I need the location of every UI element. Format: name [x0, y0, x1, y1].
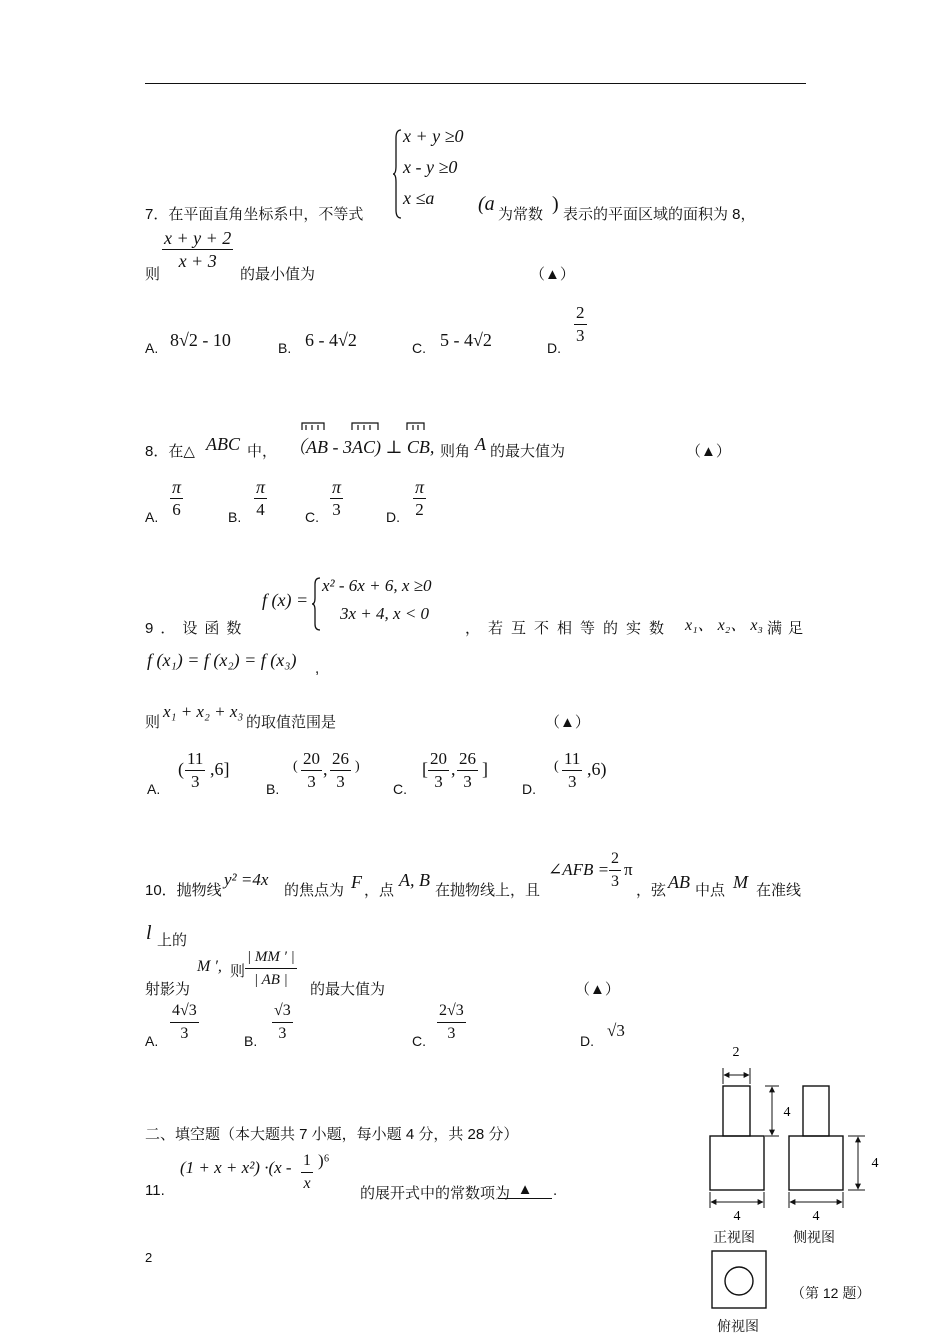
q10-t9: 则 — [230, 963, 246, 980]
q10-frac-num: | MM ′ | — [245, 946, 297, 969]
q8-opt-b — [254, 476, 267, 521]
q9-opt-d: ( $\frac{11}{3}$ ,6) — [554, 749, 607, 791]
q10-t6: 在准线 — [756, 882, 802, 899]
front-view-base — [710, 1136, 764, 1190]
q7-opt-d-label: D. — [547, 340, 561, 356]
header-rule — [145, 83, 806, 84]
q10-opt-c-den: 3 — [447, 1025, 456, 1042]
q11-text: 的展开式中的常数项为 — [360, 1185, 511, 1202]
q10-angle-pi: π — [624, 860, 633, 879]
q8-opt-d-label: D. — [386, 509, 400, 525]
q7-opt-c-label: C. — [412, 340, 426, 356]
q8-opt-d-den: 2 — [415, 500, 424, 519]
q9-man: 满足 — [767, 620, 810, 637]
q11-end: . — [553, 1182, 558, 1199]
page-number: 2 — [145, 1250, 153, 1265]
top-view-label: 俯视图 — [717, 1318, 759, 1334]
top-view-circle — [725, 1267, 753, 1295]
q10-angle-num: 2 — [609, 848, 621, 871]
q8-opt-c — [330, 476, 343, 521]
q10-opt-b-label: B. — [244, 1033, 258, 1049]
q7-ask: 的最小值为 — [240, 266, 316, 283]
q9-opt-c-label: C. — [393, 781, 407, 797]
top-view-square — [712, 1251, 766, 1308]
q8-stem: 8．在△ — [145, 443, 195, 460]
q8-opt-c-label: C. — [305, 509, 319, 525]
q8-mid: 中， — [247, 443, 278, 460]
q9-eq-comma: , — [315, 660, 320, 677]
q9-stem: 9．设函数 — [145, 620, 249, 637]
q11-frac-num: 1 — [301, 1150, 313, 1173]
q8-opt-a — [170, 476, 183, 521]
q7-frac-num: x + y + 2 — [164, 228, 232, 248]
q8-ask2: 的最大值为 — [490, 443, 566, 460]
q10-opt-b — [272, 1000, 293, 1045]
q10-mark: （▲） — [575, 981, 620, 998]
q7-ineq-3: x ≤a — [403, 188, 435, 208]
side-view-label: 侧视图 — [793, 1229, 835, 1245]
q10-AB: A, B — [399, 870, 430, 890]
q7-fraction — [162, 227, 233, 272]
q8-opt-d-num: π — [415, 477, 425, 497]
q10-opt-c-num: 2√3 — [437, 1000, 466, 1023]
q10-opt-b-num: √3 — [272, 1000, 293, 1023]
q9-f: f (x) = — [262, 590, 309, 610]
q10-t5: 中点 — [695, 882, 726, 899]
q8-opt-a-label: A. — [145, 509, 159, 525]
q8-opt-a-num: π — [172, 477, 182, 497]
q8-opt-b-den: 4 — [256, 500, 265, 519]
q10-opt-b-den: 3 — [278, 1025, 287, 1042]
q9-case-2: 3x + 4, x < 0 — [340, 604, 430, 623]
q8-vector-arrows — [300, 420, 440, 432]
section-2-heading: 二、填空题（本大题共 7 小题，每小题 4 分，共 28 分） — [145, 1126, 519, 1143]
q10-angle-den: 3 — [611, 873, 619, 890]
q7-opt-b-label: B. — [278, 340, 292, 356]
q10-angle-frac — [609, 848, 621, 893]
q7-stem: 7．在平面直角坐标系中，不等式 — [145, 206, 364, 223]
q10-opt-a-label: A. — [145, 1033, 159, 1049]
q8-opt-c-den: 3 — [332, 500, 341, 519]
q7-opt-b: 6 - 4√2 — [305, 330, 357, 350]
q9-eq: f (x₁) = f (x₂) = f (x₃) — [147, 650, 297, 670]
q8-mark: （▲） — [686, 443, 731, 460]
dim-label-h1: 4 — [783, 1105, 791, 1120]
q7-opt-d — [574, 302, 587, 347]
q11-num: 11. — [145, 1182, 165, 1199]
q9-ask: 的取值范围是 — [246, 714, 337, 731]
q9-mark: （▲） — [545, 714, 590, 731]
q7-opt-d-den: 3 — [576, 326, 585, 345]
front-view-label: 正视图 — [713, 1229, 755, 1245]
dim-label-w2: 4 — [812, 1209, 820, 1224]
q8-abc: ABC — [206, 434, 240, 454]
q7-brace — [393, 128, 403, 220]
q9-sum: x₁ + x₂ + x₃ — [163, 702, 244, 721]
q8-opt-a-den: 6 — [172, 500, 181, 519]
q10-opt-a-den: 3 — [180, 1025, 189, 1042]
q10-M2: M ′, — [197, 958, 222, 975]
q10-AB2: AB — [668, 872, 690, 892]
q8-vector-expr: （AB - 3AC) ⊥ CB, — [288, 437, 435, 457]
q10-opt-d-label: D. — [580, 1033, 594, 1049]
dim-label-top: 2 — [732, 1045, 740, 1060]
q9-vars: x₁、 x₂、 x₃ — [685, 617, 763, 634]
q11-blank: ▲ — [498, 1182, 552, 1199]
q10-t1: 的焦点为 — [284, 882, 345, 899]
q7-opt-d-num: 2 — [574, 302, 587, 325]
q9-opt-b-label: B. — [266, 781, 280, 797]
q10-t7: 上的 — [157, 932, 188, 949]
dim-label-h2: 4 — [871, 1156, 879, 1171]
q9-opt-d-label: D. — [522, 781, 536, 797]
side-view-top-block — [803, 1086, 829, 1136]
q10-eq: y² =4x — [224, 870, 269, 889]
q11-fraction — [301, 1150, 313, 1195]
q10-l: l — [146, 922, 152, 944]
side-view-base — [789, 1136, 843, 1190]
q9-opt-a-label: A. — [147, 781, 161, 797]
q10-opt-a — [170, 1000, 199, 1045]
q8-ask: 则角 — [440, 443, 471, 460]
q7-opt-a-label: A. — [145, 340, 159, 356]
q8-opt-b-label: B. — [228, 509, 242, 525]
q10-stem: 10．抛物线 — [145, 882, 222, 899]
q10-M: M — [733, 872, 748, 892]
q8-opt-d — [413, 476, 426, 521]
q10-t4: ，弦 — [636, 882, 667, 899]
q9-brace — [312, 576, 322, 632]
q10-angle: ∠AFB = — [548, 860, 610, 879]
figure-caption: （第 12 题） — [791, 1285, 871, 1301]
q10-opt-c — [437, 1000, 466, 1045]
q10-t2: ，点 — [364, 882, 395, 899]
q7-opt-a: 8√2 - 10 — [170, 330, 231, 350]
q10-t3: 在抛物线上，且 — [435, 882, 541, 899]
q10-ask: 的最大值为 — [310, 981, 386, 998]
q10-fraction — [245, 946, 297, 991]
q8-opt-c-num: π — [332, 477, 342, 497]
q10-opt-a-num: 4√3 — [170, 1000, 199, 1023]
q9-opt-c: [ $\frac{20}{3}$ , $\frac{26}{3}$ ] — [422, 749, 488, 791]
q10-opt-d: √3 — [607, 1021, 625, 1040]
q11-close: )⁶ — [318, 1151, 330, 1170]
q9-case-1: x² - 6x + 6, x ≥0 — [322, 576, 432, 595]
q7-mark: （▲） — [530, 266, 575, 283]
q9-cond: ，若互不相等的实数 — [465, 620, 673, 637]
q10-F: F — [351, 872, 362, 892]
q10-opt-c-label: C. — [412, 1033, 426, 1049]
q7-ineq-1: x + y ≥0 — [403, 126, 464, 146]
q7-param-close: ) — [552, 193, 559, 215]
q10-frac-den: | AB | — [253, 972, 288, 988]
q8-opt-b-num: π — [256, 477, 266, 497]
q9-ze: 则 — [145, 714, 161, 731]
q7-param-text: 为常数 — [498, 206, 544, 223]
q7-opt-c: 5 - 4√2 — [440, 330, 492, 350]
q9-opt-b: ( $\frac{20}{3}$ , $\frac{26}{3}$ ) — [293, 749, 360, 791]
q10-t8: 射影为 — [145, 981, 191, 998]
q11-frac-den: x — [303, 1175, 311, 1192]
q11-expr: (1 + x + x²) ·(x - — [180, 1158, 292, 1177]
front-view-top-block — [723, 1086, 750, 1136]
q7-ineq-2: x - y ≥0 — [403, 157, 458, 177]
q9-opt-a: ( $\frac{11}{3}$ ,6] — [178, 749, 230, 791]
q7-param-var: (a — [478, 193, 495, 215]
q8-a: A — [475, 434, 486, 454]
dim-label-w1: 4 — [733, 1209, 741, 1224]
q7-frac-den: x + 3 — [178, 251, 217, 271]
q7-ze: 则 — [145, 266, 161, 283]
q7-stem-after: 表示的平面区域的面积为 8， — [563, 206, 756, 223]
